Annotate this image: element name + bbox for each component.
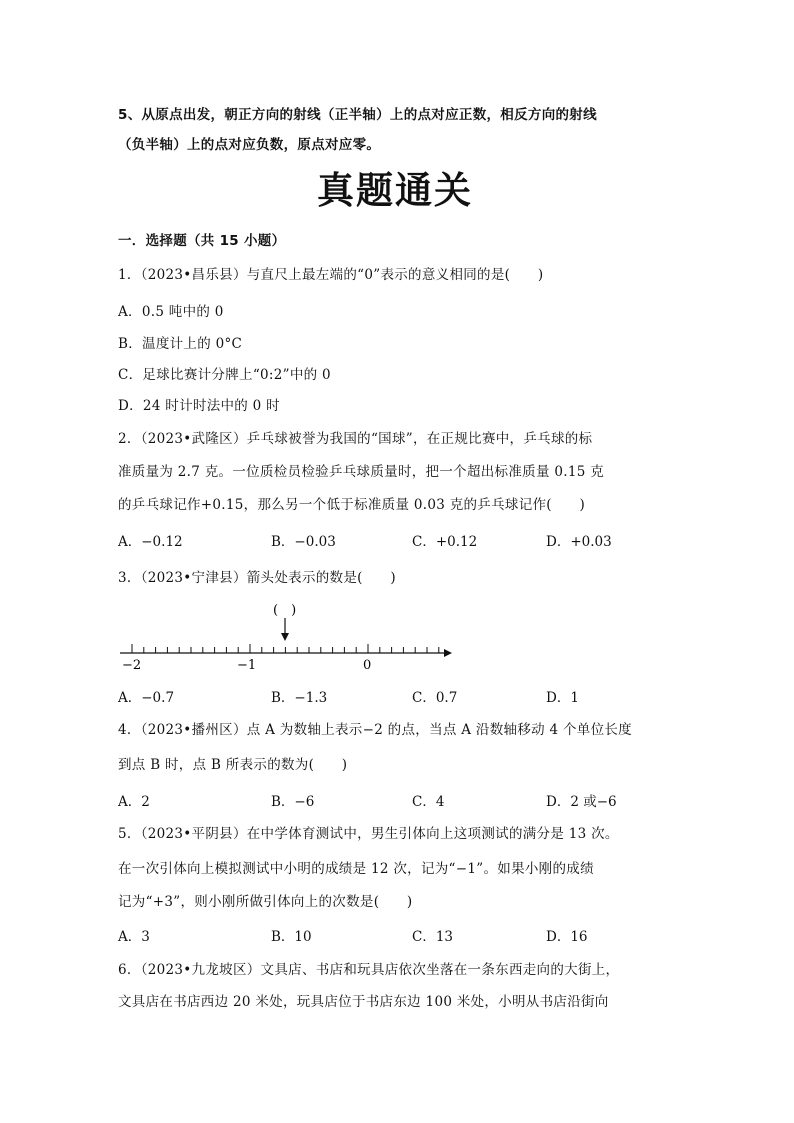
- q2-option-d: D．+0.03: [546, 534, 612, 550]
- q2-option-b: B．−0.03: [271, 534, 336, 550]
- q4-option-a: A．2: [118, 794, 150, 810]
- tick-label-neg2: −2: [122, 658, 142, 673]
- q1-option-b: B．温度计上的 0°C: [118, 336, 243, 352]
- q2-line-3: 的乒乓球记作+0.15，那么另一个低于标准质量 0.03 克的乒乓球记作( ): [118, 497, 586, 513]
- axis-arrow-head: [444, 649, 452, 657]
- q4-line-1: 4．（2023•播州区）点 A 为数轴上表示−2 的点，当点 A 沿数轴移动 4 个单位长度: [118, 722, 632, 738]
- q4-option-c: C．4: [412, 794, 445, 810]
- q1-option-c: C．足球比赛计分牌上“0:2”中的 0: [118, 367, 331, 383]
- q5-option-b: B．10: [271, 929, 312, 945]
- pointer-arrow-head: [281, 633, 289, 641]
- intro-line-2: （负半轴）上的点对应负数，原点对应零。: [118, 137, 381, 153]
- q3-option-a: A．−0.7: [118, 690, 175, 706]
- q2-option-c: C．+0.12: [412, 534, 478, 550]
- banner-title: 真题通关: [317, 169, 473, 212]
- q5-option-c: C．13: [412, 929, 454, 945]
- answer-bracket: ( ): [273, 603, 297, 618]
- q6-line-1: 6．（2023•九龙坡区）文具店、书店和玩具店依次坐落在一条东西走向的大街上，: [118, 962, 620, 978]
- q1-option-a: A．0.5 吨中的 0: [118, 304, 224, 320]
- q2-line-2: 准质量为 2.7 克。一位质检员检验乒乓球质量时，把一个超出标准质量 0.15 克: [118, 464, 604, 480]
- tick-label-zero: 0: [363, 658, 372, 673]
- q6-line-2: 文具店在书店西边 20 米处，玩具店位于书店东边 100 米处，小明从书店沿街向: [118, 994, 609, 1010]
- axis-ticks: [132, 644, 439, 653]
- q3-option-d: D．1: [546, 690, 579, 706]
- number-line-figure: [112, 598, 462, 674]
- q5-option-a: A．3: [118, 929, 150, 945]
- q3-option-b: B．−1.3: [271, 690, 328, 706]
- q2-option-a: A．−0.12: [118, 534, 183, 550]
- q2-line-1: 2．（2023•武隆区）乒乓球被誉为我国的“国球”，在正规比赛中，乒乓球的标: [118, 431, 593, 447]
- intro-line-1: 5、从原点出发，朝正方向的射线（正半轴）上的点对应正数，相反方向的射线: [118, 107, 597, 123]
- tick-label-neg1: −1: [237, 658, 257, 673]
- q1-option-d: D．24 时计时法中的 0 时: [118, 398, 280, 414]
- q5-line-2: 在一次引体向上模拟测试中小明的成绩是 12 次，记为“−1”。如果小刚的成绩: [118, 861, 594, 877]
- q5-line-3: 记为“+3”，则小刚所做引体向上的次数是( ): [118, 894, 413, 910]
- section-heading: 一．选择题（共 15 小题）: [118, 233, 286, 249]
- q5-option-d: D．16: [546, 929, 588, 945]
- q4-option-b: B．−6: [271, 794, 315, 810]
- q4-line-2: 到点 B 时，点 B 所表示的数为( ): [118, 757, 348, 773]
- q1-stem: 1．（2023•昌乐县）与直尺上最左端的“0”表示的意义相同的是( ): [118, 267, 544, 283]
- q3-option-c: C．0.7: [412, 690, 458, 706]
- q4-option-d: D．2 或−6: [546, 794, 617, 810]
- q3-stem: 3．（2023•宁津县）箭头处表示的数是( ): [118, 570, 396, 586]
- q5-line-1: 5．（2023•平阴县）在中学体育测试中，男生引体向上这项测试的满分是 13 次。: [118, 826, 619, 842]
